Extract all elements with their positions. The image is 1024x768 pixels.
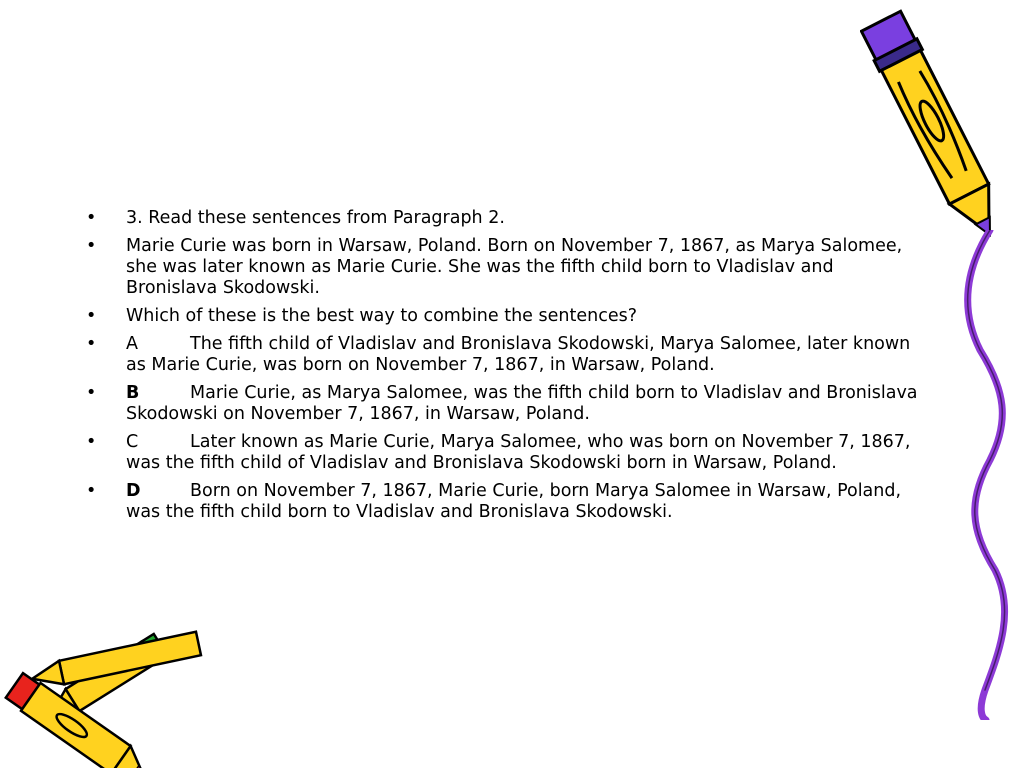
squiggle-line-icon [950, 230, 1020, 720]
choice-letter: B [126, 383, 140, 403]
choice-letter: D [126, 481, 141, 501]
choice-letter: C [126, 432, 139, 452]
item-text: Which of these is the best way to combine the sentences? [126, 306, 637, 326]
choice-text: The fifth child of Vladislav and Bronislava Skodowski, Marya Salomee, later known as Marie Curie, was born on November 7, 1867, in Warsaw, Poland. [126, 334, 911, 375]
question-text-block [86, 208, 926, 530]
bullet: • [86, 432, 97, 452]
choice-text: Marie Curie, as Marya Salomee, was the fifth child born to Vladislav and Bronislava Skodowski on November 7, 1867, in Warsaw, Poland. [126, 383, 918, 424]
bullet: • [86, 306, 97, 326]
bullet: • [86, 383, 97, 403]
answer-choice-c [86, 432, 926, 474]
item-text: 3. Read these sentences from Paragraph 2. [126, 208, 505, 228]
answer-choice-a [86, 334, 926, 376]
answer-choice-b [86, 383, 926, 425]
list-item [86, 236, 926, 299]
bullet: • [86, 208, 97, 228]
choice-letter: A [126, 334, 138, 354]
list-item [86, 306, 926, 327]
list-item [86, 208, 926, 229]
bullet: • [86, 334, 97, 354]
choice-text: Born on November 7, 1867, Marie Curie, born Marya Salomee in Warsaw, Poland, was the fifth child born to Vladislav and Bronislava Skodowski. [126, 481, 902, 522]
item-text: Marie Curie was born in Warsaw, Poland. Born on November 7, 1867, as Marya Salomee, she was later known as Marie Curie. She was the fifth child born to Vladislav and Bronislava Skodowski. [126, 236, 903, 298]
answer-choice-d [86, 481, 926, 523]
bullet: • [86, 481, 97, 501]
bullet: • [86, 236, 97, 256]
choice-text: Later known as Marie Curie, Marya Salomee, who was born on November 7, 1867, was the fifth child of Vladislav and Bronislava Skodowski born in Warsaw, Poland. [126, 432, 911, 473]
pencils-bottom-left-icon [0, 618, 210, 768]
